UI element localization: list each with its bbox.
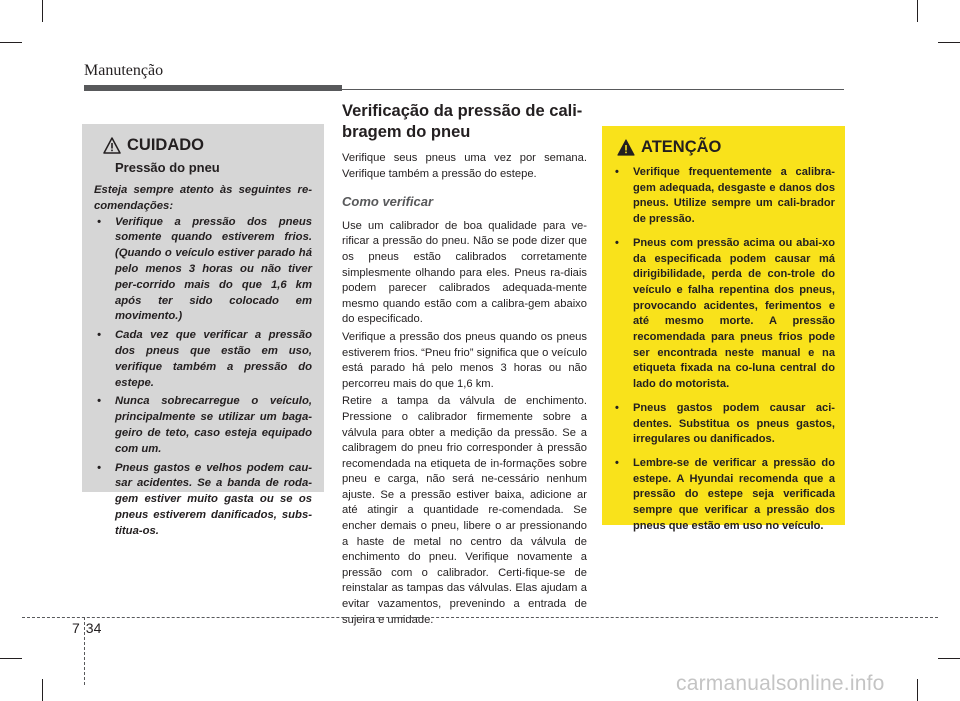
section-title: Manutenção xyxy=(84,62,164,79)
crop-mark xyxy=(917,0,918,22)
warning-list xyxy=(612,165,835,534)
footer-rule xyxy=(22,617,938,618)
caution-box xyxy=(82,124,324,537)
warning-box xyxy=(602,126,845,532)
warning-item-text: Verifique frequentemente a calibra-gem adequada, desgaste e danos dos pneus. Utilize sempre um cali-brador de pressão. xyxy=(633,166,835,226)
bullet: • xyxy=(615,401,619,414)
warning-item xyxy=(612,401,835,448)
bullet: • xyxy=(615,456,619,469)
caution-item-text: Nunca sobrecarregue o veículo, principalmente se utilizar um baga-geiro de teto, caso esteja equipado com um. xyxy=(115,395,312,455)
warning-item-text: Lembre-se de verificar a pressão do estepe. A Hyundai recomenda que a pressão do estepe seja verificada sempre que verificar a pressão dos pneus que estão em uso no veículo. xyxy=(633,456,835,532)
warning-item xyxy=(612,236,835,393)
caution-item xyxy=(94,394,312,457)
caution-item xyxy=(94,461,312,540)
warning-item xyxy=(612,165,835,228)
bullet: • xyxy=(97,395,101,408)
main-subheading: Como verificar xyxy=(342,194,434,210)
crop-mark xyxy=(0,658,22,659)
warning-header xyxy=(617,138,835,157)
main-paragraph: Retire a tampa da válvula de enchimento. Pressione o calibrador firmemente sobre a válvula para obter a medição da pressão. Se a calibragem do pneu frio corresponder à pressão recomendada na etiqueta de in-formações sobre pneu e carga, não será ne-cessário nenhum ajuste. Se a pressão estiver baixa, adicione ar até atingir a quantidade re-comendada. Se encher demais o pneu, libere o ar pressionando a haste de metal no centro da válvula de enchimento do pneu. Verifique novamente a pressão com o calibrador. Certi-fique-se de reinstalar as tampas das válvulas. Elas ajudam a evitar vazamentos, prevenindo a entrada de sujeira e umidade. xyxy=(342,395,587,626)
caution-item-text: Cada vez que verificar a pressão dos pneus que estão em uso, verifique também a pressão do estepe. xyxy=(115,329,312,389)
caution-list xyxy=(94,215,312,540)
header-rule-thick xyxy=(84,85,342,91)
warning-triangle-icon xyxy=(617,139,635,156)
watermark: carmanualsonline.info xyxy=(676,672,885,695)
caution-item xyxy=(94,328,312,391)
page-number xyxy=(72,620,101,636)
caution-body xyxy=(94,183,312,540)
caution-header xyxy=(103,136,312,155)
bullet: • xyxy=(615,166,619,178)
caution-subtitle: Pressão do pneu xyxy=(115,160,220,175)
bullet: • xyxy=(97,329,101,342)
bullet: • xyxy=(615,236,619,249)
crop-mark xyxy=(938,658,960,659)
warning-item-text: Pneus gastos podem causar aci-dentes. Substitua os pneus gastos, irregulares ou danificados. xyxy=(633,401,835,446)
main-column xyxy=(342,101,587,630)
page-index: 34 xyxy=(85,620,102,636)
main-paragraph: Verifique a pressão dos pneus quando os pneus estiverem frios. “Pneu frio” significa que o veículo está parado há pelo menos 3 horas ou não percorreu mais do que 1,6 km. xyxy=(342,330,587,390)
main-paragraph: Use um calibrador de boa qualidade para ve-rificar a pressão do pneu. Não se pode dizer que os pneus estão calibrados corretamente simplesmente olhando para eles. Pneus ra-diais podem parecer calibrados adequada-mente mesmo quando estão com a calibra-gem abaixo do especificado. xyxy=(342,219,587,326)
crop-mark xyxy=(938,42,960,43)
warning-title: ATENÇÃO xyxy=(641,138,722,156)
caution-item xyxy=(94,215,312,326)
chapter-number: 7 xyxy=(72,620,80,636)
crop-mark xyxy=(0,42,22,43)
warning-triangle-icon xyxy=(103,137,121,154)
main-intro: Verifique seus pneus uma vez por semana. Verifique também a pressão do estepe. xyxy=(342,152,587,180)
crop-mark xyxy=(917,679,918,701)
warning-item-text: Pneus com pressão acima ou abai-xo da especificada podem causar má dirigibilidade, perda de con-trole do veículo e falha repentina dos pneus, provocando acidentes, ferimentos e até mesmo morte. A pressão recomendada para pneus frios pode ser encontrada neste manual e na etiqueta fixada na co-luna central do lado do motorista. xyxy=(633,236,835,391)
bullet: • xyxy=(97,461,101,474)
caution-item-text: Verifique a pressão dos pneus somente quando estiverem frios. (Quando o veículo estiver parado há pelo menos 3 horas ou não tiver per-corrido mais do que 1,6 km após ter sido colocado em movimento.) xyxy=(115,215,312,323)
caution-intro: Esteja sempre atento às seguintes re-comendações: xyxy=(94,184,312,212)
main-heading: Verificação da pressão de cali-bragem do pneu xyxy=(342,102,583,141)
caution-title: CUIDADO xyxy=(127,136,204,154)
bullet: • xyxy=(97,215,101,228)
header-rule xyxy=(84,85,844,91)
crop-mark xyxy=(42,679,43,701)
header-rule-thin xyxy=(342,89,844,90)
warning-item xyxy=(612,456,835,535)
crop-mark xyxy=(42,0,43,22)
caution-item-text: Pneus gastos e velhos podem cau-sar acidentes. Se a banda de roda-gem estiver muito gasta ou se os pneus estiverem danificados, subs-titua-os. xyxy=(115,461,312,537)
